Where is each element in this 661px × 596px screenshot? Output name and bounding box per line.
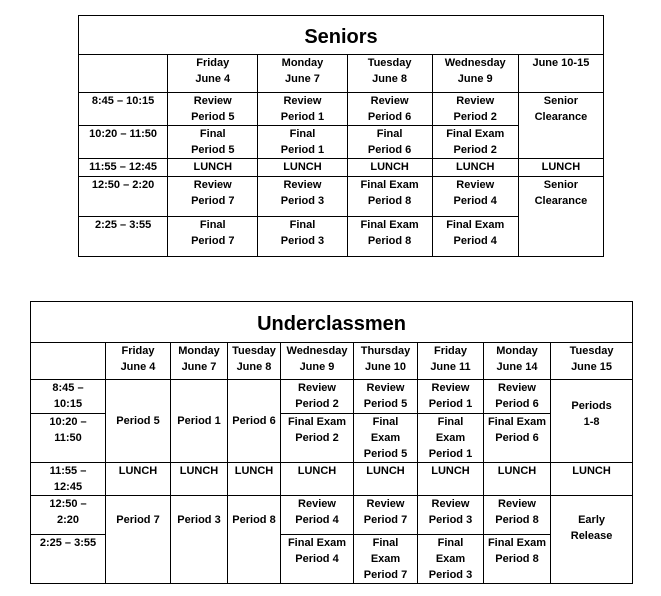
time-cell: 11:55 – 12:45 bbox=[31, 463, 106, 496]
header-cell: Wednesday June 9 bbox=[281, 343, 354, 380]
lunch-cell: LUNCH bbox=[484, 463, 551, 496]
underclassmen-title: Underclassmen bbox=[31, 302, 633, 343]
header-cell: Friday June 4 bbox=[106, 343, 171, 380]
schedule-cell: Period 5 bbox=[106, 380, 171, 463]
schedule-cell: Final Exam Period 3 bbox=[418, 535, 484, 584]
schedule-cell: Final Exam Period 5 bbox=[354, 414, 418, 463]
schedule-cell: Period 1 bbox=[171, 380, 228, 463]
periods-cell: Periods 1-8 bbox=[551, 380, 633, 463]
schedule-cell: Period 6 bbox=[228, 380, 281, 463]
lunch-cell: LUNCH bbox=[168, 159, 258, 177]
time-cell: 10:20 – 11:50 bbox=[79, 126, 168, 159]
header-cell: Monday June 7 bbox=[171, 343, 228, 380]
schedule-cell: Final Exam Period 6 bbox=[484, 414, 551, 463]
schedule-cell: Review Period 6 bbox=[347, 93, 432, 126]
schedule-cell: Review Period 3 bbox=[258, 177, 347, 217]
schedule-cell: Final Period 6 bbox=[347, 126, 432, 159]
header-cell: Friday June 4 bbox=[168, 55, 258, 93]
schedule-cell: Review Period 3 bbox=[418, 496, 484, 535]
lunch-cell: LUNCH bbox=[106, 463, 171, 496]
lunch-cell: LUNCH bbox=[418, 463, 484, 496]
senior-clearance-cell: Senior Clearance bbox=[518, 177, 603, 257]
schedule-cell: Review Period 6 bbox=[484, 380, 551, 414]
schedule-cell: Review Period 4 bbox=[281, 496, 354, 535]
seniors-title: Seniors bbox=[79, 16, 604, 55]
header-cell: Tuesday June 8 bbox=[347, 55, 432, 93]
schedule-cell: Final Period 3 bbox=[258, 217, 347, 257]
lunch-cell: LUNCH bbox=[228, 463, 281, 496]
lunch-cell: LUNCH bbox=[171, 463, 228, 496]
schedule-cell: Review Period 8 bbox=[484, 496, 551, 535]
time-cell: 10:20 – 11:50 bbox=[31, 414, 106, 463]
seniors-schedule-table bbox=[78, 15, 604, 257]
schedule-cell: Final Exam Period 8 bbox=[347, 217, 432, 257]
time-cell: 2:25 – 3:55 bbox=[79, 217, 168, 257]
schedule-cell: Review Period 5 bbox=[168, 93, 258, 126]
schedule-cell: Final Exam Period 4 bbox=[432, 217, 518, 257]
schedule-cell: Period 7 bbox=[106, 496, 171, 584]
schedule-cell: Review Period 1 bbox=[258, 93, 347, 126]
schedule-cell: Review Period 7 bbox=[168, 177, 258, 217]
header-cell: June 10-15 bbox=[518, 55, 603, 93]
lunch-cell: LUNCH bbox=[518, 159, 603, 177]
schedule-cell: Final Exam Period 8 bbox=[484, 535, 551, 584]
early-release-cell: Early Release bbox=[551, 496, 633, 584]
time-cell: 8:45 – 10:15 bbox=[31, 380, 106, 414]
schedule-cell: Final Exam Period 4 bbox=[281, 535, 354, 584]
header-cell: Friday June 11 bbox=[418, 343, 484, 380]
time-cell: 12:50 – 2:20 bbox=[79, 177, 168, 217]
schedule-cell: Review Period 4 bbox=[432, 177, 518, 217]
schedule-cell: Review Period 2 bbox=[432, 93, 518, 126]
schedule-cell: Final Exam Period 2 bbox=[281, 414, 354, 463]
schedule-cell: Final Period 7 bbox=[168, 217, 258, 257]
time-cell: 11:55 – 12:45 bbox=[79, 159, 168, 177]
time-cell: 8:45 – 10:15 bbox=[79, 93, 168, 126]
schedule-cell: Final Exam Period 1 bbox=[418, 414, 484, 463]
time-cell: 2:25 – 3:55 bbox=[31, 535, 106, 584]
schedule-cell: Final Period 5 bbox=[168, 126, 258, 159]
schedule-cell: Final Exam Period 2 bbox=[432, 126, 518, 159]
schedule-cell: Review Period 5 bbox=[354, 380, 418, 414]
senior-clearance-cell: Senior Clearance bbox=[518, 93, 603, 159]
header-cell: Monday June 7 bbox=[258, 55, 347, 93]
header-cell: Wednesday June 9 bbox=[432, 55, 518, 93]
underclassmen-schedule-table bbox=[30, 301, 633, 584]
header-cell: Monday June 14 bbox=[484, 343, 551, 380]
lunch-cell: LUNCH bbox=[347, 159, 432, 177]
schedule-cell: Review Period 1 bbox=[418, 380, 484, 414]
header-cell: Tuesday June 15 bbox=[551, 343, 633, 380]
schedule-cell: Final Exam Period 7 bbox=[354, 535, 418, 584]
header-cell bbox=[79, 55, 168, 93]
schedule-cell: Period 3 bbox=[171, 496, 228, 584]
schedule-cell: Final Exam Period 8 bbox=[347, 177, 432, 217]
lunch-cell: LUNCH bbox=[258, 159, 347, 177]
header-cell bbox=[31, 343, 106, 380]
lunch-cell: LUNCH bbox=[281, 463, 354, 496]
schedule-cell: Final Period 1 bbox=[258, 126, 347, 159]
lunch-cell: LUNCH bbox=[432, 159, 518, 177]
schedule-cell: Review Period 2 bbox=[281, 380, 354, 414]
schedule-cell: Review Period 7 bbox=[354, 496, 418, 535]
schedule-cell: Period 8 bbox=[228, 496, 281, 584]
time-cell: 12:50 – 2:20 bbox=[31, 496, 106, 535]
lunch-cell: LUNCH bbox=[354, 463, 418, 496]
header-cell: Thursday June 10 bbox=[354, 343, 418, 380]
lunch-cell: LUNCH bbox=[551, 463, 633, 496]
header-cell: Tuesday June 8 bbox=[228, 343, 281, 380]
